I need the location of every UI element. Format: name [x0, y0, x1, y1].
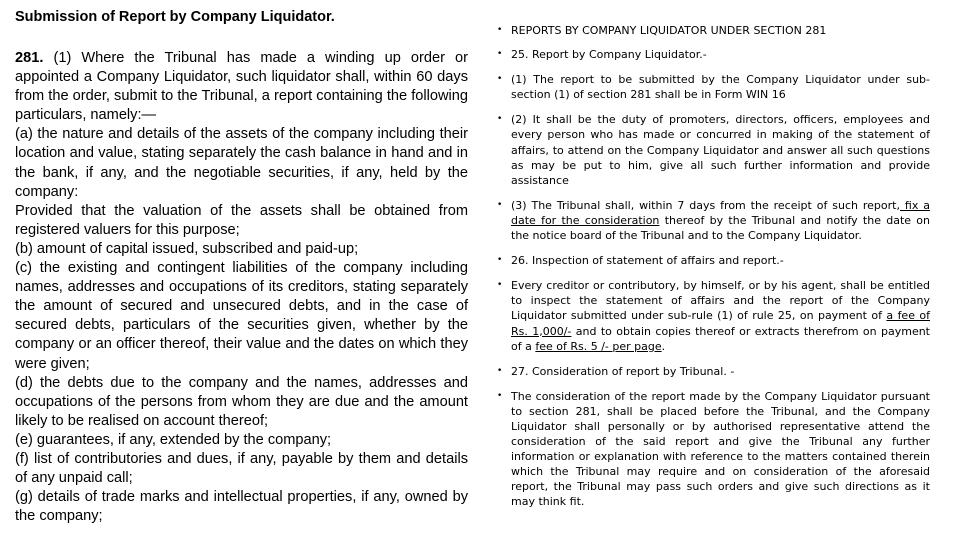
particular-c: (c) the existing and contingent liabilities of the company including names, addresses and occupations of its creditors, stating separately the amount of secured and unsecured debts, and in the case of secured debts, particulars of the securities given, whether by the company or an officer thereof, their value and the dates on which they were given;	[15, 260, 468, 372]
bullet-text: 27. Consideration of report by Tribunal. -	[511, 364, 735, 378]
bullet-text: .	[661, 339, 666, 353]
bullet-text: (3) The Tribunal shall, within 7 days from the receipt of such report,	[511, 198, 900, 212]
particular-b: (b) amount of capital issued, subscribed and paid-up;	[15, 240, 359, 257]
bullet-dot: •	[497, 49, 503, 60]
particular-e: (e) guarantees, if any, extended by the company;	[15, 431, 332, 448]
bullet-text: The consideration of the report made by the Company Liquidator pursuant to section 281, shall be placed before the Tribunal, and the Company Liquidator shall personally or by authorised representative attend the consideration of the said report and give the Tribunal any further information or explanation with reference to the matters contained therein which the Tribunal may require and on consideration of the aforesaid report, the Tribunal may pass such orders and give such directions as it may think fit.	[511, 389, 930, 509]
bullet-rule-26-text	[497, 278, 930, 353]
bullet-text: REPORTS BY COMPANY LIQUIDATOR UNDER SECTION 281	[511, 24, 827, 37]
particular-f: (f) list of contributories and dues, if any, payable by them and details of any unpaid call;	[15, 450, 468, 487]
bullet-rule-25	[497, 47, 930, 62]
bullet-rule-25-3	[497, 198, 930, 243]
bullet-dot: •	[497, 365, 503, 376]
bullet-rule-25-1	[497, 72, 930, 102]
bullet-rule-26	[497, 253, 930, 268]
bullet-text: 26. Inspection of statement of affairs and report.-	[511, 254, 784, 268]
bullet-text: 25. Report by Company Liquidator.-	[511, 48, 707, 62]
bullet-dot: •	[497, 74, 503, 85]
bullet-dot: •	[497, 114, 503, 125]
section-title: Submission of Report by Company Liquidator.	[15, 9, 335, 25]
section-number: 281.	[15, 50, 44, 66]
left-column	[15, 8, 468, 526]
bullet-rule-25-2	[497, 112, 930, 187]
section-intro-text: (1) Where the Tribunal has made a winding up order or appointed a Company Liquidator, such liquidator shall, within 60 days from the order, submit to the Tribunal, a report containing the following particulars, namely:—	[15, 50, 468, 124]
bullet-dot: •	[497, 390, 503, 401]
bullet-text: Every creditor or contributory, by himself, or by his agent, shall be entitled to inspect the statement of affairs and the report of the Company Liquidator submitted under sub-rule (1) of rule 25, on payment of	[511, 279, 930, 323]
bullet-text: and to obtain copies thereof or extracts therefrom on payment of a	[511, 324, 930, 353]
right-column	[497, 23, 930, 510]
section-body	[15, 49, 468, 526]
proviso: Provided that the valuation of the assets shall be obtained from registered valuers for this purpose;	[15, 202, 468, 238]
section-intro	[15, 49, 468, 125]
particular-a: (a) the nature and details of the assets of the company including their location and value, stating separately the cash balance in hand and in the bank, if any, and the negotiable securities, if any, held by the company:	[15, 126, 468, 200]
particular-g: (g) details of trade marks and intellectual properties, if any, owned by the company;	[15, 489, 468, 525]
bullet-dot: •	[497, 199, 503, 210]
bullet-dot: •	[497, 280, 503, 291]
fee-per-page: fee of Rs. 5 /- per page	[535, 339, 662, 353]
particular-d: (d) the debts due to the company and the names, addresses and occupations of the persons from whom they are due and the amount likely to be realised on account thereof;	[15, 374, 468, 429]
bullet-dot: •	[497, 25, 503, 35]
bullet-rule-27	[497, 364, 930, 379]
bullet-heading-reports	[497, 23, 930, 38]
bullet-text: (1) The report to be submitted by the Company Liquidator under sub-section (1) of section 281 shall be in Form WIN 16	[511, 73, 930, 102]
underlined-text: fix a date for the consideration	[511, 198, 930, 227]
bullet-rule-27-text	[497, 389, 930, 510]
bullet-dot: •	[497, 255, 503, 266]
bullet-text: (2) It shall be the duty of promoters, directors, officers, employees and every person who has made or concurred in making of the statement of affairs, to attend on the Company Liquidator and answer all such questions as may be put to him, give all such further information and provide assistance	[511, 113, 930, 187]
bullet-text: thereof by the Tribunal and notify the date on the notice board of the Tribunal and to the Company Liquidator.	[511, 213, 931, 243]
fee-inspection: a fee of Rs. 1,000/-	[511, 309, 930, 338]
